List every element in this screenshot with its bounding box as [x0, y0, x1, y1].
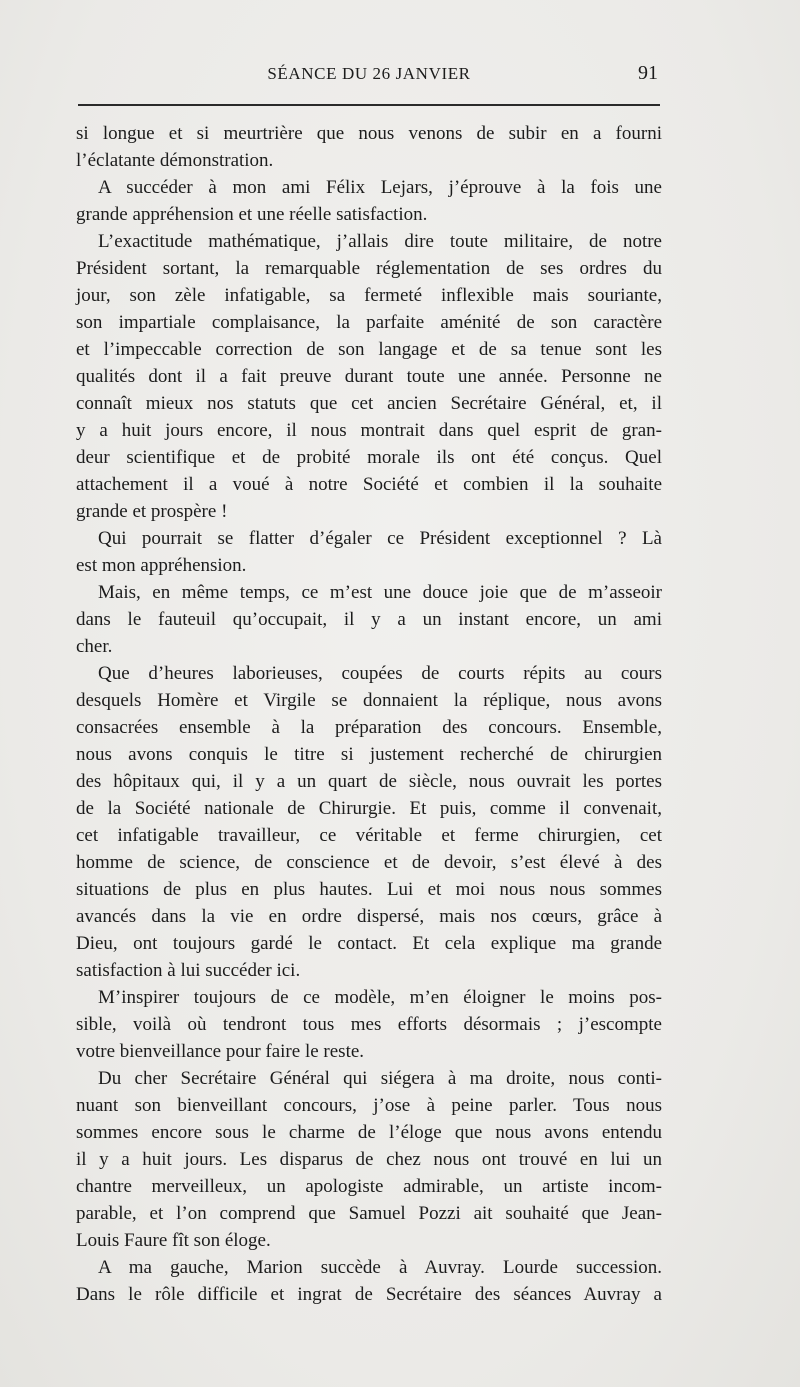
body-text — [76, 120, 662, 1308]
text-line: Qui pourrait se flatter d’égaler ce Président exceptionnel ? Là — [98, 528, 662, 549]
text-line: jour, son zèle infatigable, sa fermeté inflexible mais souriante, — [76, 285, 662, 306]
text-line: sommes encore sous le charme de l’éloge que nous avons entendu — [76, 1122, 662, 1143]
text-line: Louis Faure fît son éloge. — [76, 1230, 271, 1251]
text-line: Du cher Secrétaire Général qui siégera à ma droite, nous conti- — [98, 1068, 662, 1089]
text-line: parable, et l’on comprend que Samuel Pozzi ait souhaité que Jean- — [76, 1203, 662, 1224]
text-line: deur scientifique et de probité morale ils ont été conçus. Quel — [76, 447, 662, 468]
text-line: situations de plus en plus hautes. Lui et moi nous nous sommes — [76, 879, 662, 900]
text-line: cher. — [76, 636, 113, 657]
text-line: sible, voilà où tendront tous mes efforts désormais ; j’escompte — [76, 1014, 662, 1035]
text-line: Dans le rôle difficile et ingrat de Secrétaire des séances Auvray a — [76, 1284, 662, 1305]
text-line: Dieu, ont toujours gardé le contact. Et cela explique ma grande — [76, 933, 662, 954]
text-line: nous avons conquis le titre si justement recherché de chirurgien — [76, 744, 662, 765]
text-line: L’exactitude mathématique, j’allais dire toute militaire, de notre — [98, 231, 662, 252]
text-line: est mon appréhension. — [76, 555, 247, 576]
text-line: Que d’heures laborieuses, coupées de courts répits au cours — [98, 663, 662, 684]
text-line: votre bienveillance pour faire le reste. — [76, 1041, 365, 1062]
text-line: dans le fauteuil qu’occupait, il y a un instant encore, un ami — [76, 609, 662, 630]
text-line: consacrées ensemble à la préparation des concours. Ensemble, — [76, 717, 662, 738]
text-line: il y a huit jours. Les disparus de chez nous ont trouvé en lui un — [76, 1149, 662, 1170]
text-line: homme de science, de conscience et de devoir, s’est élevé à des — [76, 852, 662, 873]
text-line: Président sortant, la remarquable réglementation de ses ordres du — [76, 258, 662, 279]
text-line: satisfaction à lui succéder ici. — [76, 960, 301, 981]
text-line: nuant son bienveillant concours, j’ose à peine parler. Tous nous — [76, 1095, 662, 1116]
text-line: des hôpitaux qui, il y a un quart de siècle, nous ouvrait les portes — [76, 771, 662, 792]
running-title: SÉANCE DU 26 JANVIER — [267, 64, 471, 83]
text-line: et l’impeccable correction de son langage et de sa tenue sont les — [76, 339, 662, 360]
text-line: grande et prospère ! — [76, 501, 228, 522]
page-header — [78, 62, 660, 92]
text-line: avancés dans la vie en ordre dispersé, mais nos cœurs, grâce à — [76, 906, 662, 927]
page-number: 91 — [638, 62, 658, 84]
text-line: y a huit jours encore, il nous montrait dans quel esprit de gran- — [76, 420, 662, 441]
text-line: de la Société nationale de Chirurgie. Et puis, comme il convenait, — [76, 798, 662, 819]
text-line: grande appréhension et une réelle satisfaction. — [76, 204, 428, 225]
text-line: A succéder à mon ami Félix Lejars, j’éprouve à la fois une — [98, 177, 662, 198]
header-rule — [78, 104, 660, 106]
text-line: Mais, en même temps, ce m’est une douce joie que de m’asseoir — [98, 582, 662, 603]
text-line: qualités dont il a fait preuve durant toute une année. Personne ne — [76, 366, 662, 387]
text-line: cet infatigable travailleur, ce véritable et ferme chirurgien, cet — [76, 825, 662, 846]
text-line: A ma gauche, Marion succède à Auvray. Lourde succession. — [98, 1257, 662, 1278]
text-line: connaît mieux nos statuts que cet ancien Secrétaire Général, et, il — [76, 393, 662, 414]
text-line: l’éclatante démonstration. — [76, 150, 274, 171]
text-line: desquels Homère et Virgile se donnaient la réplique, nous avons — [76, 690, 662, 711]
text-line: si longue et si meurtrière que nous venons de subir en a fourni — [76, 123, 662, 144]
text-line: chantre merveilleux, un apologiste admirable, un artiste incom- — [76, 1176, 662, 1197]
text-line: attachement il a voué à notre Société et combien il la souhaite — [76, 474, 662, 495]
text-line: son impartiale complaisance, la parfaite aménité de son caractère — [76, 312, 662, 333]
text-line: M’inspirer toujours de ce modèle, m’en éloigner le moins pos- — [98, 987, 662, 1008]
